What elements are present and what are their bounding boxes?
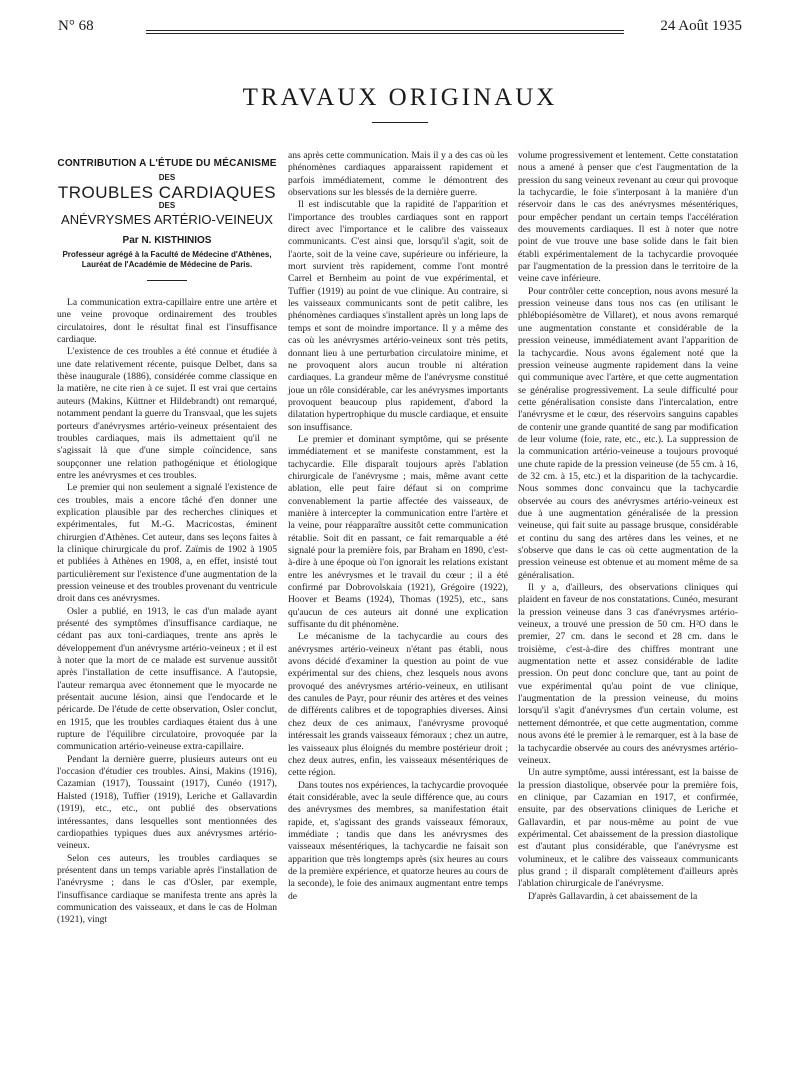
article-affiliation: Professeur agrégé à la Faculté de Médecine d'Athènes, Lauréat de l'Académie de Médecine de Paris.: [62, 250, 272, 270]
article-title-line-2: DES: [158, 173, 176, 183]
issue-number: N° 68: [58, 18, 94, 34]
article-author: Par N. KISTHINIOS: [122, 234, 212, 246]
heading-separator: [147, 280, 187, 281]
paragraph: Un autre symptôme, aussi intéressant, est la baisse de la pression diastolique, observée pour la première fois, en clinique, par Cazamian en 1917, et confirmée, ensuite, par des observations cliniques de Leriche et Gallavardin, et par nous-même au point de vue expérimental. Cet abaissement de la pression diastolique est d'autant plus considérable, que l'anévrysme est volumineux, et le calibre des vaisseaux communicants plus grand ; il disparaît complètement d'ailleurs après l'ablation chirurgicale de l'anévrysme.: [518, 767, 738, 890]
paragraph: Dans toutes nos expériences, la tachycardie provoquée était considérable, avec la seule différence que, au cours des anévrysmes des membres, sa manifestation était rapide, et, s'agissant des grands vaisseaux fémoraux, immédiate ; tandis que dans les anévrysmes des vaisseaux mésentériques, la tachycardie ne faisait son apparition que très longtemps après (six heures au cours de la première expérience, et quatorze heures au cours de la seconde), le foie des animaux augmentant entre temps de: [288, 779, 508, 902]
section-rule: [372, 122, 428, 123]
paragraph: Le mécanisme de la tachycardie au cours des anévrysmes artério-veineux n'étant pas établi, nous avons décidé d'examiner la question au point de vue expérimental sur des chiens, chez lesquels nous avons provoqué des anévrysmes artério-veineux, en utilisant des canules de Payr, pour réunir des artères et des veines de différents calibres et de topographies diverses. Ainsi chez deux de ces animaux, l'anévrysme provoqué intéressait les grands vaisseaux fémoraux ; chez un autre, les vaisseaux plus éloignés du membre postérieur droit ; chez deux autres, enfin, les vaisseaux mésentériques de cette région.: [288, 631, 508, 779]
paragraph: Il y a, d'ailleurs, des observations cliniques qui plaident en faveur de nos constatations. Cunéo, mesurant la pression veineuse dans 3 cas d'anévrysmes artério-veineux, a trouvé une pression de 50 cm. H²O dans le premier, 27 cm. dans le second et 28 cm. dans le troisième, c'est-à-dire des chiffres montrant une augmentation nette et assez considérable de ladite pression. On peut donc conclure que, tant au point de vue expérimental qu'au point de vue clinique, l'augmentation de la pression veineuse, du moins lorsqu'il s'agit d'anévrysmes d'un certain volume, est nettement démontrée, et que cette augmentation, comme nous avons été le premier à le remarquer, est à la base de la tachycardie observée au cours des anévrysmes artério-veineux.: [518, 582, 738, 766]
paragraph: ans après cette communication. Mais il y a des cas où les phénomènes cardiaques apparaissent rapidement et parfois immédiatement, comme le démontrent des observations sur les blessés de la dernière guerre.: [288, 150, 508, 199]
article-title-line-4: DES: [158, 201, 176, 211]
section-title: TRAVAUX ORIGINAUX: [242, 84, 558, 111]
paragraph: Il est indiscutable que la rapidité de l'apparition et l'importance des troubles cardiaques sont en rapport direct avec l'importance et le calibre des vaisseaux communicants. C'est ainsi que, lorsqu'il s'agit, soit de l'aorte, soit de la veine cave, supérieure ou inférieure, la mort survient très rapidement, comme l'ont montré Carrel et Bernheim au point de vue expérimental, et Tuffier (1919) au point de vue clinique. Au contraire, si les vaisseaux communicants sont de petit calibre, les phénomènes cardiaques s'installent après un long laps de temps et sont de moindre importance. Il y a même des cas où les anévrysmes artério-veineux sont très petits, donnant lieu à une perturbation circulatoire minime, et ne provoquent alors aucun trouble ni altération cardiaques. La grandeur même de l'anévrysme constitué joue un rôle considérable, car les anévrysmes importants provoquent beaucoup plus rapidement, d'abord la dilatation hypertrophique du muscle cardiaque, et ensuite son insuffisance.: [288, 199, 508, 433]
paragraph: D'après Gallavardin, à cet abaissement de la: [528, 890, 698, 902]
paragraph: Pendant la dernière guerre, plusieurs auteurs ont eu l'occasion d'étudier ces troubles. Ainsi, Makins (1916), Cazamian (1917), Toussaint (1917), Cunéo (1917), Halsted (1918), Tuffier (1919), Leriche et Gallavardin (1919), etc., etc., ont publié des observations intéressantes, dans lesquelles sont mentionnées des cardiopathies typiques dues aux anévrysmes artério-veineux.: [57, 753, 277, 852]
page-header: [58, 18, 742, 44]
article-title-subject: ANÉVRYSMES ARTÉRIO-VEINEUX: [61, 212, 273, 228]
header-rule: [146, 30, 624, 34]
paragraph: volume progressivement et lentement. Cette constatation nous a amené à penser que c'est l'augmentation de la pression du sang veineux revenant au cœur qui provoque la tachycardie, le foie s'interposant à la manière d'un réservoir dans le cas des anévrysmes mésentériques, pour empêcher pendant un certain temps l'accélération des mouvements cardiaques. Il est à noter que notre point de vue trouve une base solide dans le fait bien établi expérimentalement de la tachycardie provoquée par l'augmentation de la pression dans le territoire de la veine cave inférieure.: [518, 150, 738, 285]
paragraph: La communication extra-capillaire entre une artère et une veine provoque ordinairement des troubles circulatoires, dont le résultat final est l'insuffisance cardiaque.: [57, 297, 277, 346]
paragraph: Osler a publié, en 1913, le cas d'un malade ayant présenté des symptômes d'insuffisance cardiaque, ne cédant pas aux toni-cardiaques, trente ans après le développement d'un anévrysme artério-veineux ; et il est à noter que la mort de ce malade est survenue aussitôt après l'installation de cette insuffisance. A l'autopsie, l'auteur remarqua avec étonnement que le myocarde ne présentait aucune lésion, ainsi que l'endocarde et le péricarde. De l'étude de cette observation, Osler conclut, en 1915, que les troubles cardiaques étaient dus à une rupture de l'équilibre circulatoire, provoquée par la communication artério-veineuse extra-capillaire.: [57, 605, 277, 753]
article-title-line-1: CONTRIBUTION A L'ÉTUDE DU MÉCANISME: [57, 158, 277, 169]
column-1: [57, 158, 277, 927]
paragraph: Pour contrôler cette conception, nous avons mesuré la pression veineuse dans tous nos cas (en utilisant le phlébopiésomètre de Villaret), et nous avons remarqué une augmentation constante et considérable de la pression veineuse, immédiatement avant l'apparition de la tachycardie. Nous avons également noté que la pression veineuse augmente rapidement dans la veine qui communique avec l'artère, et que cette augmentation se généralise progressivement. La seule difficulté pour cette généralisation consiste dans l'intercalation, entre l'anévrysme et le cœur, des réservoirs sanguins capables de contenir une grande quantité de sang par modification de leur volume (foie, rate, etc., etc.). La suppression de la communication artério-veineuse a toujours provoqué une chute rapide de la pression veineuse (de 55 cm. à 16, de 32 cm. à 15, etc.) et la disparition de la tachycardie. Nous sommes donc convaincu que la tachycardie observée au cours des anévrysmes artério-veineux est due à une augmentation généralisée de la pression veineuse, qui fait suite au passage brusque, considérable et continu du sang des artères dans les veines, et ne s'observe que dans le cas où cette augmentation de la pression veineuse est obtenue et au moment même de sa généralisation.: [518, 285, 738, 581]
paragraph: Le premier et dominant symptôme, qui se présente immédiatement et se manifeste constamment, est la tachycardie. Elle disparaît toujours après l'ablation chirurgicale de l'anévrysme ; mais, même avant cette ablation, elle peut faire défaut si on comprime convenablement la partie affectée des vaisseaux, de manière à intercepter la communication entre l'artère et la veine, pour réapparaître aussitôt cette communication rétablie. Soit dit en passant, ce fait remarquable a été signalé pour la première fois, par Braham en 1890, c'est-à-dire à une époque où l'on ignorait les relations existant entre les anévrysmes et le travail du cœur ; il a été confirmé par Dobrovolskaia (1921), Grégoire (1922), Hoover et Beams (1924), Thomas (1925), etc., sans qu'aucun de ces auteurs ait donné une explication suffisante du dit phénomène.: [288, 433, 508, 631]
paragraph: Le premier qui non seulement a signalé l'existence de ces troubles, mais a encore tâché d'en donner une explication plausible par des recherches cliniques et expérimentales, fut M.-G. Macricostas, éminent chirurgien d'Athènes. Cet auteur, dans ses leçons faites à la clinique chirurgicale du prof. Zaïmis de 1902 à 1905 et publiées à Athènes en 1908, a, en effet, insisté tout particulièrement sur l'existence d'une augmentation de la pression veineuse et des troubles provenant du ventricule droit dans ces anévrysmes.: [57, 482, 277, 605]
paragraph: Selon ces auteurs, les troubles cardiaques se présentent dans un temps variable après l'installation de l'anévrysme ; dans le cas d'Osler, par exemple, l'insuffisance cardiaque se manifesta trente ans après la communication des vaisseaux, et dans le cas de Holman (1921), vingt: [57, 852, 277, 926]
column-3: [518, 150, 738, 903]
article-title-main: TROUBLES CARDIAQUES: [57, 182, 277, 202]
article-heading: [57, 158, 277, 281]
issue-date: 24 Août 1935: [660, 18, 742, 34]
column-2: [288, 150, 508, 903]
paragraph: L'existence de ces troubles a été connue et étudiée à une date relativement récente, puisque Delbet, dans sa thèse inaugurale (1886), considérée comme classique en la matière, ne cite rien à ce sujet. Il est vrai que certains auteurs (Makins, Küttner et Hildebrandt) ont remarqué, notamment pendant la guerre du Transvaal, que les sujets porteurs d'anévrysmes artério-veineux présentaient des troubles cardiaques, mais ils admettaient qu'il ne s'agissait là que d'une simple coïncidence, sans soupçonner une relation pathogénique et étiologique entre les anévrysmes et ces troubles.: [57, 346, 277, 481]
